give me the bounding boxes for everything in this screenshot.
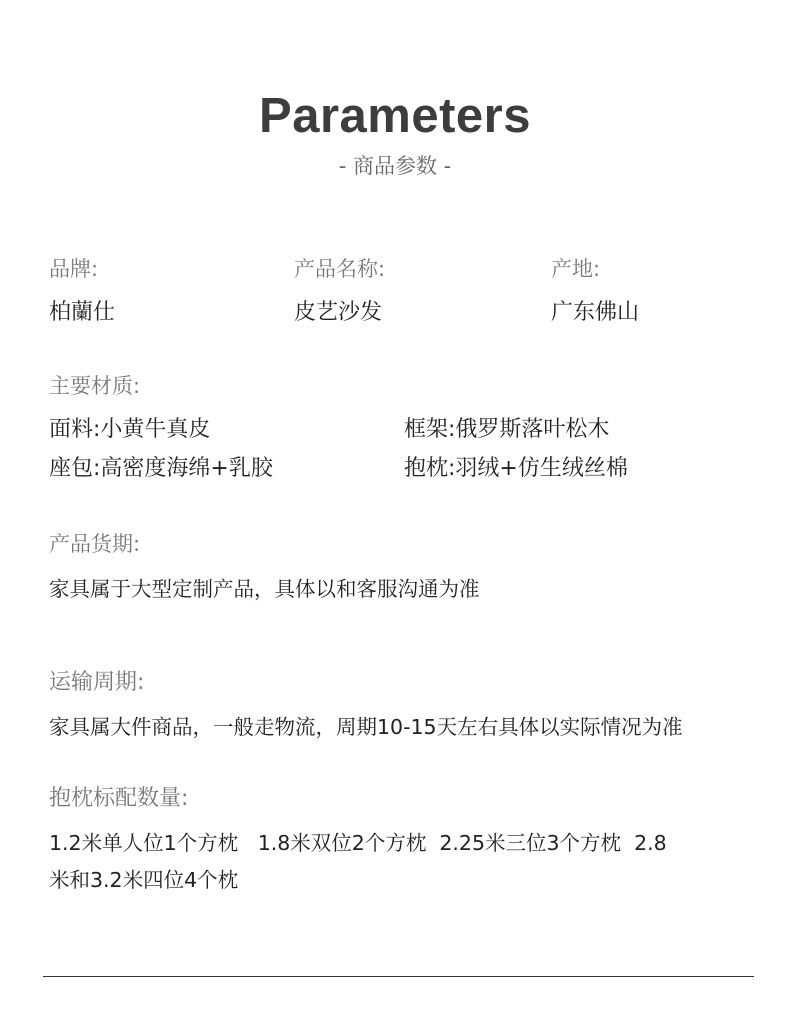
material-pillow: 抱枕:羽绒+仿生绒丝棉 — [404, 456, 628, 481]
material-frame: 框架:俄罗斯落叶松木 — [404, 417, 610, 442]
material-seat: 座包:高密度海绵+乳胶 — [49, 456, 273, 481]
pillows-text-line1: 1.2米单人位1个方枕 1.8米双位2个方枕 2.25米三位3个方枕 2.8 — [49, 831, 667, 855]
bottom-divider — [43, 976, 754, 977]
pillows-label: 抱枕标配数量: — [49, 786, 189, 811]
shipping-label: 运输周期: — [49, 670, 145, 695]
pillows-text-line2: 米和3.2米四位4个枕 — [49, 868, 239, 892]
page-subtitle: - 商品参数 - — [338, 154, 452, 178]
brand-label: 品牌: — [49, 257, 99, 281]
delivery-label: 产品货期: — [49, 532, 141, 556]
shipping-text: 家具属大件商品，一般走物流，周期10-15天左右具体以实际情况为准 — [49, 715, 683, 739]
origin-value: 广东佛山 — [551, 300, 640, 325]
delivery-text: 家具属于大型定制产品，具体以和客服沟通为准 — [49, 577, 480, 601]
material-fabric: 面料:小黄牛真皮 — [49, 417, 211, 442]
materials-label: 主要材质: — [49, 374, 141, 398]
page-title: Parameters — [259, 89, 531, 143]
product-name-value: 皮艺沙发 — [294, 300, 383, 325]
brand-value: 柏蘭仕 — [49, 300, 116, 325]
product-name-label: 产品名称: — [294, 257, 386, 281]
origin-label: 产地: — [551, 257, 601, 281]
